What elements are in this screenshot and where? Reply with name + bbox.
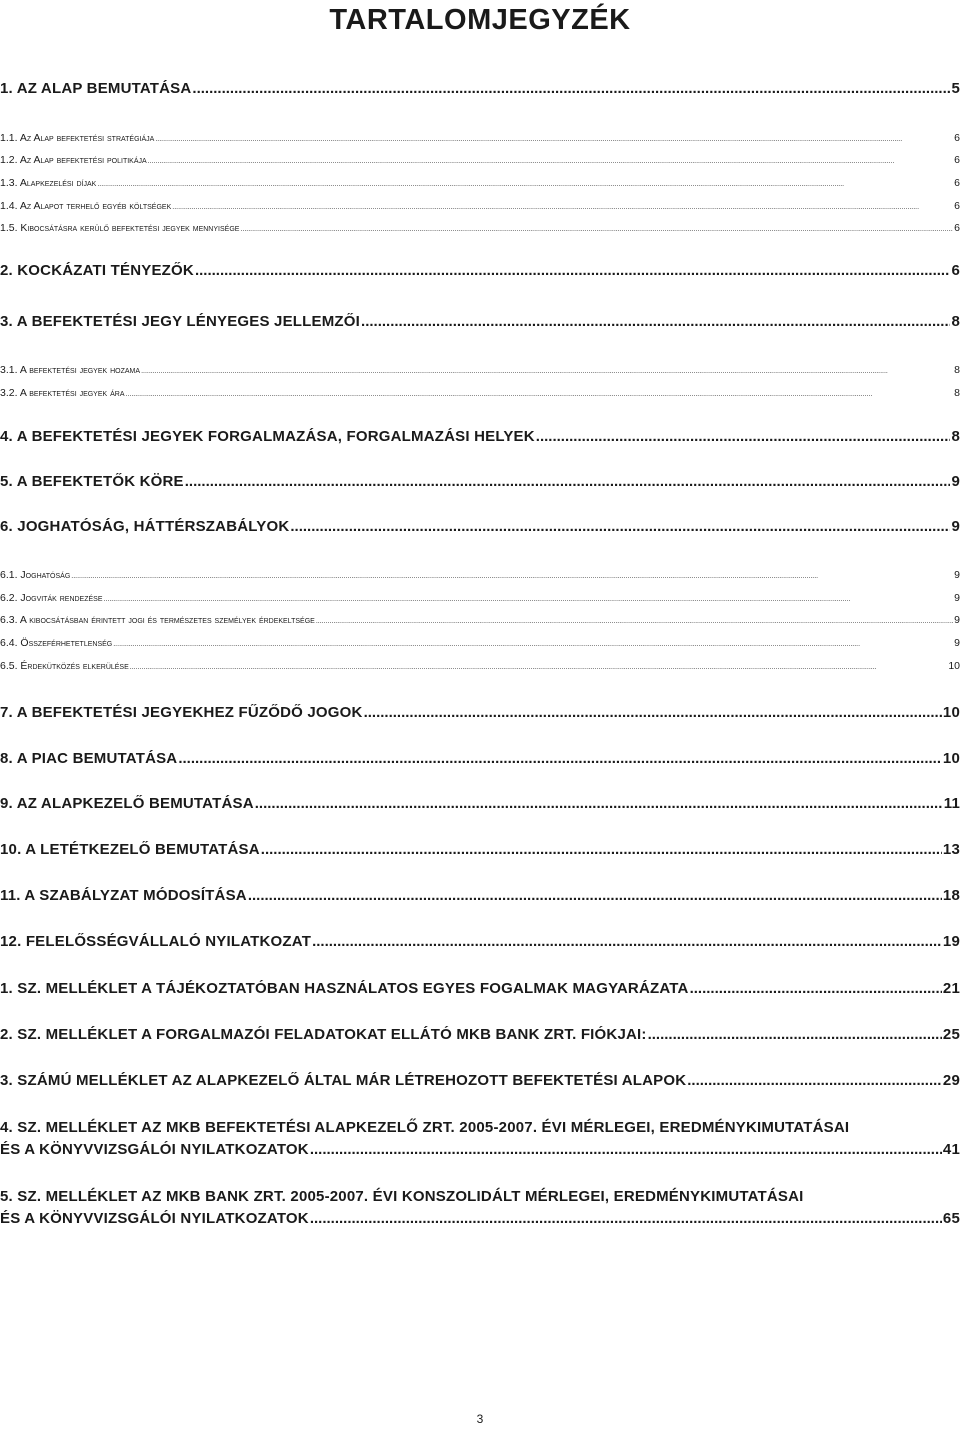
leader-dots [172,204,953,211]
toc-entry-page: 11 [943,795,960,812]
toc-entry-label: 11. A SZABÁLYZAT MÓDOSÍTÁSA [0,887,247,904]
leader-dots [690,980,942,997]
toc-entry-page: 9 [954,592,960,604]
toc-entry-page: 19 [942,933,960,950]
toc-entry-label: 1.5. Kibocsátásra kerülő befektetési jegyek mennyisége [0,222,240,234]
toc-entry-page: 6 [954,200,960,212]
page-number: 3 [476,1412,484,1426]
toc-entry-label: 3. A BEFEKTETÉSI JEGY LÉNYEGES JELLEMZŐI [0,313,361,330]
toc-entry[interactable] [0,1141,960,1163]
toc-entry-label: 4. A BEFEKTETÉSI JEGYEK FORGALMAZÁSA, FORGALMAZÁSI HELYEK [0,428,535,445]
leader-dots [312,933,942,950]
toc-entry-label: 9. AZ ALAPKEZELŐ BEMUTATÁSA [0,795,254,812]
leader-dots [310,1210,942,1227]
toc-entry-label: 3. SZÁMÚ MELLÉKLET AZ ALAPKEZELŐ ÁLTAL MÁR LÉTREHOZOTT BEFEKTETÉSI ALAPOK [0,1072,687,1089]
leader-dots [687,1072,942,1089]
leader-dots [316,618,953,625]
leader-dots [364,704,942,721]
toc-entry-label: 10. A LETÉTKEZELŐ BEMUTATÁSA [0,841,260,858]
toc-entry-page: 8 [954,364,960,376]
toc-entry-page: 8 [951,313,960,330]
toc-entry-label: 6.3. A kibocsátásban érintett jogi és természetes személyek érdekeltsége [0,614,315,626]
leader-dots [113,641,953,648]
toc-entry-page: 6 [954,177,960,189]
toc-entry-label: 7. A BEFEKTETÉSI JEGYEKHEZ FŰZŐDŐ JOGOK [0,704,363,721]
leader-dots [195,262,951,279]
toc-entry[interactable] [0,704,960,726]
toc-entry-page: 10 [942,750,960,767]
toc-entry[interactable] [0,614,960,632]
toc-entry[interactable] [0,1026,960,1048]
toc-entry-label: 12. FELELŐSSÉGVÁLLALÓ NYILATKOZAT [0,933,312,950]
leader-dots [71,573,953,580]
leader-dots [261,841,942,858]
toc-entry-label-line1: 5. SZ. MELLÉKLET AZ MKB BANK ZRT. 2005-2007. ÉVI KONSZOLIDÁLT MÉRLEGEI, EREDMÉNYKIMUTATÁSAI [0,1188,804,1205]
toc-entry-label: ÉS A KÖNYVVIZSGÁLÓI NYILATKOZATOK [0,1210,309,1227]
toc-entry[interactable] [0,980,960,1002]
leader-dots [97,181,953,188]
toc-entry-label: 2. SZ. MELLÉKLET A FORGALMAZÓI FELADATOKAT ELLÁTÓ MKB BANK ZRT. FIÓKJAI: [0,1026,647,1043]
leader-dots [155,136,953,143]
toc-entry-page: 5 [951,80,960,97]
leader-dots [248,887,942,904]
toc-entry-label: 2. KOCKÁZATI TÉNYEZŐK [0,262,194,279]
toc-entry-label: 6.5. Érdekütközés elkerülése [0,660,129,672]
toc-entry[interactable] [0,177,960,195]
toc-entry[interactable] [0,364,960,382]
toc-entry[interactable] [0,473,960,495]
leader-dots [126,391,954,398]
toc-entry[interactable] [0,660,960,678]
toc-entry-page: 13 [942,841,960,858]
toc-entry-page: 6 [954,154,960,166]
leader-dots [310,1141,942,1158]
toc-entry-page: 6 [954,222,960,234]
leader-dots [361,313,950,330]
toc-entry-label-line1: 4. SZ. MELLÉKLET AZ MKB BEFEKTETÉSI ALAPKEZELŐ ZRT. 2005-2007. ÉVI MÉRLEGEI, EREDMÉNYKIMUTATÁSAI [0,1119,850,1136]
toc-entry-label: 1. SZ. MELLÉKLET A TÁJÉKOZTATÓBAN HASZNÁLATOS EGYES FOGALMAK MAGYARÁZATA [0,980,689,997]
toc-entry[interactable] [0,200,960,218]
leader-dots [255,795,943,812]
leader-dots [240,226,953,233]
toc-entry-label: 5. A BEFEKTETŐK KÖRE [0,473,184,490]
toc-entry[interactable] [0,518,960,540]
toc-entry-label: 1.4. Az Alapot terhelő egyéb költségek [0,200,172,212]
toc-entry-page: 9 [951,473,960,490]
toc-entry-label: 6.2. Jogviták rendezése [0,592,103,604]
toc-entry[interactable] [0,795,960,817]
toc-entry-label: 3.1. A befektetési jegyek hozama [0,364,141,376]
toc-entry-label: 1. AZ ALAP BEMUTATÁSA [0,80,192,97]
toc-entry-page: 29 [942,1072,960,1089]
toc-entry-page: 8 [951,428,960,445]
toc-entry-page: 21 [942,980,960,997]
toc-entry-page: 9 [954,614,960,626]
toc-entry[interactable] [0,637,960,655]
toc-entry-page: 9 [954,637,960,649]
toc-entry[interactable] [0,262,960,284]
toc-entry[interactable] [0,887,960,909]
leader-dots [141,368,953,375]
toc-entry-page: 6 [951,262,960,279]
toc-entry-page: 8 [954,387,960,399]
leader-dots [130,664,948,671]
toc-entry[interactable] [0,569,960,587]
toc-entry[interactable] [0,841,960,863]
toc-entry-page: 10 [942,704,960,721]
toc-entry[interactable] [0,154,960,172]
toc-entry-page: 9 [954,569,960,581]
toc-entry-label: 8. A PIAC BEMUTATÁSA [0,750,178,767]
toc-entry[interactable] [0,1210,960,1232]
toc-entry[interactable] [0,387,960,405]
toc-entry-page: 65 [942,1210,960,1227]
toc-entry-label: 1.1. Az Alap befektetési stratégiája [0,132,155,144]
toc-entry[interactable] [0,80,960,102]
toc-entry-label: 6. JOGHATÓSÁG, HÁTTÉRSZABÁLYOK [0,518,290,535]
toc-entry-page: 25 [942,1026,960,1043]
toc-entry-label: 6.4. Összeférhetetlenség [0,637,113,649]
leader-dots [104,596,954,603]
toc-entry-label: 6.1. Joghatóság [0,569,71,581]
toc-entry[interactable] [0,222,960,240]
leader-dots [192,80,950,97]
toc-entry-page: 18 [942,887,960,904]
toc-entry-page: 41 [942,1141,960,1158]
toc-entry-label: 1.3. Alapkezelési díjak [0,177,97,189]
toc-entry-page: 10 [948,660,960,672]
leader-dots [648,1026,942,1043]
leader-dots [536,428,951,445]
page-title: TARTALOMJEGYZÉK [329,4,631,36]
toc-entry[interactable] [0,1072,960,1094]
toc-entry-label: 1.2. Az Alap befektetési politikája [0,154,147,166]
toc-entry[interactable] [0,933,960,955]
leader-dots [148,158,953,165]
toc-entry-label: ÉS A KÖNYVVIZSGÁLÓI NYILATKOZATOK [0,1141,309,1158]
toc-entry-page: 6 [954,132,960,144]
leader-dots [185,473,951,490]
toc-entry[interactable] [0,132,960,150]
toc-entry-page: 9 [951,518,960,535]
toc-entry[interactable] [0,592,960,610]
toc-entry[interactable] [0,313,960,335]
toc-entry-label: 3.2. A befektetési jegyek ára [0,387,125,399]
toc-entry[interactable] [0,428,960,450]
leader-dots [178,750,942,767]
toc-entry[interactable] [0,750,960,772]
leader-dots [290,518,950,535]
